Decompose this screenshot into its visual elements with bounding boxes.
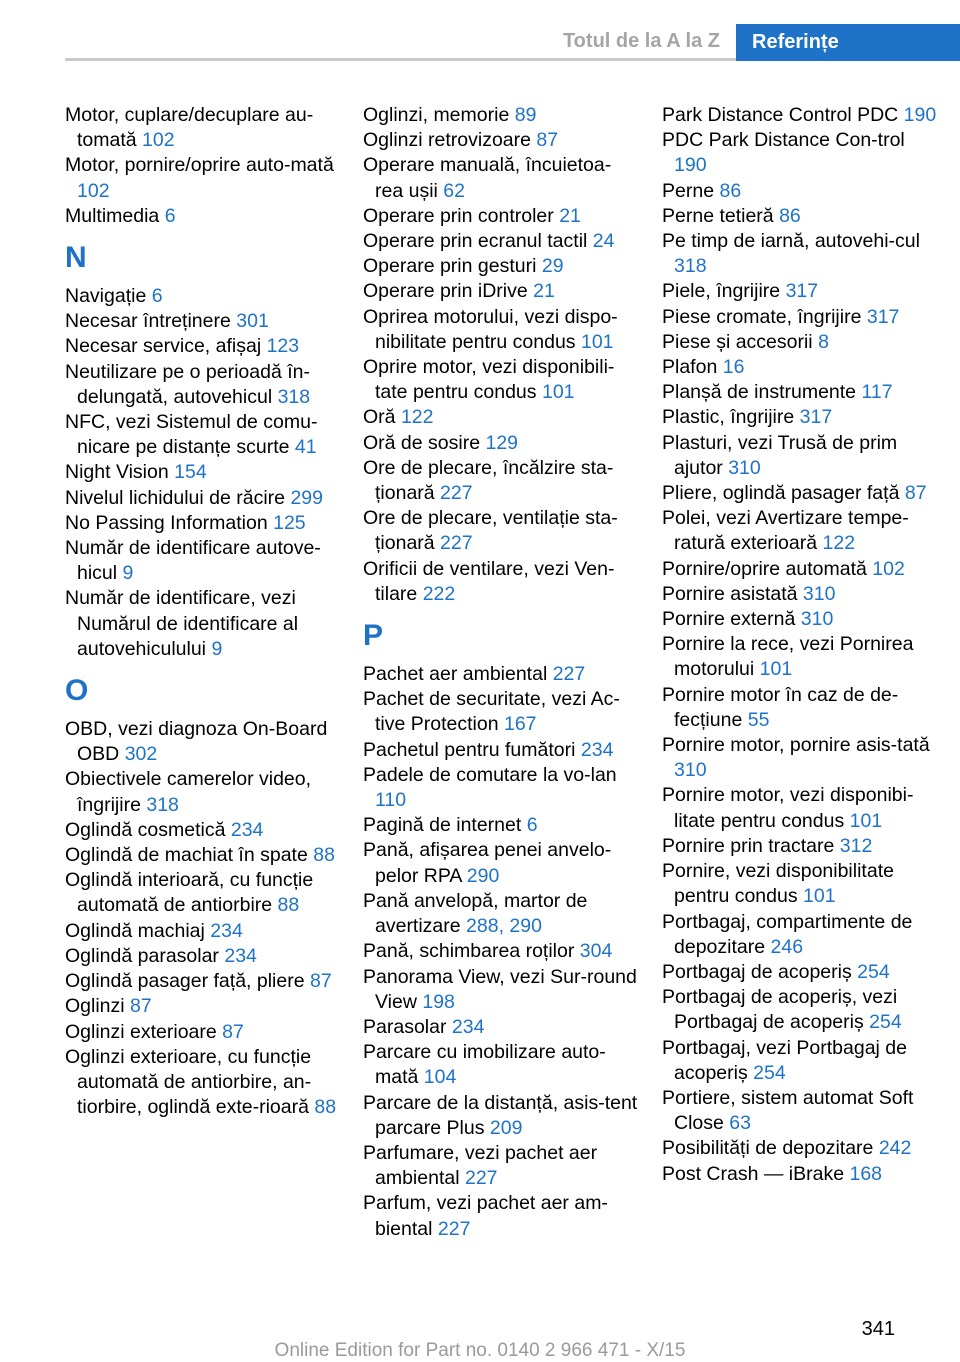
index-term: Pliere, oglindă pasager față	[662, 482, 900, 505]
index-term: Pană, afișarea penei anvelo-pelor RPA	[363, 839, 612, 887]
index-entry	[363, 1040, 638, 1090]
index-entry	[363, 1015, 638, 1040]
index-term: PDC Park Distance Con-trol	[662, 129, 905, 152]
page-reference-link[interactable]: 234	[224, 944, 257, 967]
page-reference-link[interactable]: 167	[503, 713, 537, 736]
index-entry	[363, 153, 638, 203]
index-term: Pornire la rece, vezi Pornirea motorului	[662, 633, 914, 681]
page-reference-link[interactable]: 87	[904, 482, 927, 505]
index-term: Oglinzi retrovizoare	[363, 129, 531, 152]
index-entry	[662, 834, 937, 859]
index-term: Pornire externă	[662, 608, 796, 631]
index-entry	[662, 1136, 937, 1161]
index-entry	[65, 536, 340, 586]
page-reference-link[interactable]: 304	[579, 940, 613, 963]
index-term: Parfum, vezi pachet aer am-biental	[363, 1192, 608, 1240]
page-reference-link[interactable]: 234	[210, 919, 243, 942]
index-term: Post Crash — iBrake	[662, 1162, 845, 1185]
page-reference-link[interactable]: 21	[533, 280, 555, 303]
index-letter-heading: N	[65, 241, 87, 275]
page-reference-link[interactable]: 87	[222, 1020, 244, 1043]
index-term: Padele de comutare la vo-lan	[363, 763, 617, 786]
page-reference-link[interactable]: 87	[536, 129, 559, 152]
page-reference-link[interactable]: 318	[277, 385, 311, 408]
index-term: Oglinzi exterioare	[65, 1020, 217, 1043]
index-entry	[363, 662, 638, 687]
index-entry	[65, 360, 340, 410]
index-entry	[662, 305, 937, 330]
index-term: NFC, vezi Sistemul de comu-nicare pe distanțe scurte	[65, 411, 318, 459]
index-term: Navigație	[65, 285, 147, 308]
index-term: Panorama View, vezi Sur-round View	[363, 965, 637, 1013]
page-reference-link[interactable]: 310	[728, 456, 761, 479]
index-term: Portbagaj, compartimente de depozitare	[662, 910, 913, 958]
index-term: Pachetul pentru fumători	[363, 738, 576, 761]
page-reference-link[interactable]: 254	[753, 1061, 786, 1084]
footer-edition: Online Edition for Part no. 0140 2 966 471 - X/15	[274, 1340, 686, 1361]
index-term: Portbagaj de acoperiș, vezi Portbagaj de acoperiș	[662, 986, 898, 1034]
page-reference-link[interactable]: 317	[866, 305, 900, 328]
page-reference-link[interactable]: 190	[674, 154, 707, 177]
index-entry	[363, 204, 638, 229]
index-term: Ore de plecare, încălzire sta-ționară	[363, 456, 614, 505]
index-entry	[65, 204, 340, 229]
index-term: Pachet de securitate, vezi Ac-tive Protection	[363, 688, 620, 736]
page-reference-link[interactable]: 310	[800, 608, 834, 631]
index-entry	[662, 128, 937, 178]
page-reference-link[interactable]: 24	[592, 230, 615, 253]
index-entry	[65, 153, 340, 203]
page-reference-link[interactable]: 302	[124, 743, 158, 766]
index-term: Pornire motor, vezi disponibi-litate pentru condus	[662, 784, 914, 832]
index-entry	[662, 557, 937, 582]
index-term: Parcare cu imobilizare auto-mată	[363, 1041, 606, 1089]
page-reference-link[interactable]: 234	[580, 738, 614, 761]
page-reference-link[interactable]: 254	[857, 960, 890, 983]
index-entry	[65, 586, 340, 662]
page-reference-link[interactable]: 123	[266, 335, 300, 358]
index-term: Plastic, îngrijire	[662, 406, 795, 429]
page-reference-link[interactable]: 62	[443, 179, 465, 202]
index-term: Necesar service, afișaj	[65, 335, 262, 358]
index-entry	[363, 506, 638, 556]
index-entry	[65, 486, 340, 511]
index-entry	[65, 103, 340, 153]
index-entry	[363, 103, 638, 128]
page-reference-link[interactable]: 87	[130, 995, 152, 1018]
index-entry	[662, 229, 937, 279]
index-term: Nivelul lichidului de răcire	[65, 486, 286, 509]
index-term: Portiere, sistem automat Soft Close	[662, 1086, 914, 1135]
header-tab-references: Referințe	[736, 24, 960, 61]
page-reference-link[interactable]: 29	[541, 255, 564, 278]
index-term: Pornire motor, pornire asis-tată	[662, 734, 930, 757]
index-term: Oglindă machiaj	[65, 919, 205, 942]
page-reference-link[interactable]: 242	[878, 1137, 912, 1160]
page-reference-link[interactable]: 41	[294, 436, 317, 459]
index-entry	[65, 309, 340, 334]
index-entry	[363, 939, 638, 964]
page-reference-link[interactable]: 117	[861, 381, 893, 404]
index-entry	[662, 279, 937, 304]
index-entry	[65, 1045, 340, 1121]
index-entry	[65, 1020, 340, 1045]
page-reference-link[interactable]: 110	[375, 789, 407, 812]
index-entry	[363, 557, 638, 607]
page-reference-link[interactable]: 102	[142, 129, 175, 152]
page-reference-link[interactable]: 6	[164, 204, 176, 227]
index-entry	[662, 683, 937, 733]
page-reference-link[interactable]: 227	[440, 482, 473, 505]
index-term: Parasolar	[363, 1015, 447, 1038]
page-reference-link[interactable]: 246	[770, 935, 804, 958]
index-entry	[662, 607, 937, 632]
page-reference-link[interactable]: 9	[211, 637, 223, 660]
index-entry	[363, 738, 638, 763]
index-entry	[662, 380, 937, 405]
page-reference-link[interactable]: 288, 290	[466, 915, 542, 938]
page-reference-link[interactable]: 222	[422, 582, 456, 605]
index-term: Pornire/oprire automată	[662, 557, 867, 580]
page-reference-link[interactable]: 101	[803, 885, 836, 908]
index-entry	[363, 229, 638, 254]
index-term: Plasturi, vezi Trusă de prim ajutor	[662, 431, 898, 479]
page-reference-link[interactable]: 86	[719, 179, 742, 202]
index-term: Oră	[363, 406, 396, 429]
page-reference-link[interactable]: 101	[580, 330, 614, 353]
index-term: Pornire, vezi disponibilitate pentru condus	[662, 860, 894, 908]
page-reference-link[interactable]: 154	[174, 461, 207, 484]
index-entry	[363, 431, 638, 456]
index-term: Multimedia	[65, 204, 160, 227]
index-term: Pe timp de iarnă, autovehi-cul	[662, 230, 920, 253]
index-entry	[65, 767, 340, 817]
page-reference-link[interactable]: 227	[437, 1217, 471, 1240]
index-term: Număr de identificare autove-hicul	[65, 537, 321, 585]
index-term: Oglindă pasager față, pliere	[65, 970, 305, 993]
index-term: Oprirea motorului, vezi dispo-nibilitate pentru condus	[363, 305, 618, 353]
index-entry	[65, 284, 340, 309]
index-entry	[363, 254, 638, 279]
page-reference-link[interactable]: 9	[122, 562, 134, 585]
page-reference-link[interactable]: 312	[839, 834, 873, 857]
index-term: Pornire motor în caz de de-fecțiune	[662, 683, 899, 731]
index-entry	[65, 410, 340, 460]
index-entry	[65, 511, 340, 536]
index-term: Operare prin iDrive	[363, 280, 528, 303]
index-term: Pornire asistată	[662, 582, 798, 605]
index-entry	[662, 405, 937, 430]
index-term: Operare manuală, încuietoa-rea ușii	[363, 154, 612, 202]
index-entry	[363, 279, 638, 304]
page-reference-link[interactable]: 317	[799, 406, 833, 429]
page-reference-link[interactable]: 299	[290, 486, 323, 509]
index-term: Oră de sosire	[363, 431, 481, 454]
page-reference-link[interactable]: 290	[466, 864, 500, 887]
index-entry	[662, 431, 937, 481]
index-term: Portbagaj, vezi Portbagaj de acoperiș	[662, 1036, 907, 1084]
page-reference-link[interactable]: 122	[400, 406, 434, 429]
index-term: No Passing Information	[65, 511, 268, 534]
page-reference-link[interactable]: 102	[77, 179, 110, 202]
index-term: Perne	[662, 179, 715, 202]
index-entry	[65, 818, 340, 843]
index-entry	[662, 179, 937, 204]
index-entry	[662, 481, 937, 506]
index-entry	[65, 460, 340, 485]
index-term: Obiectivele camerelor video, îngrijire	[65, 768, 312, 816]
index-entry	[662, 582, 937, 607]
index-term: Oglindă interioară, cu funcție automată de antiorbire	[65, 869, 314, 917]
index-term: Oglindă cosmetică	[65, 818, 226, 841]
index-column-3	[662, 103, 937, 1187]
index-term: Pornire prin tractare	[662, 834, 835, 857]
page-reference-link[interactable]: 209	[489, 1116, 523, 1139]
page-reference-link[interactable]: 190	[903, 104, 937, 126]
page-reference-link[interactable]: 101	[759, 658, 793, 681]
index-term: Portbagaj de acoperiș	[662, 960, 852, 983]
index-entry	[363, 456, 638, 506]
index-term: Operare prin controler	[363, 204, 554, 227]
index-entry	[65, 919, 340, 944]
index-entry	[363, 305, 638, 355]
index-letter-heading: P	[363, 619, 384, 653]
index-term: Piese cromate, îngrijire	[662, 305, 862, 328]
index-term: Plafon	[662, 356, 718, 379]
index-term: Oglinzi exterioare, cu funcție automată de antiorbire, an-tiorbire, oglindă exte-rioară	[65, 1045, 312, 1119]
index-term: Posibilități de depozitare	[662, 1137, 874, 1160]
index-entry	[363, 763, 638, 813]
index-term: Oprire motor, vezi disponibili-tate pentru condus	[363, 356, 615, 404]
index-column-1	[65, 103, 340, 1120]
page-reference-link[interactable]: 234	[230, 818, 264, 841]
index-entry	[363, 355, 638, 405]
index-entry	[363, 687, 638, 737]
index-term: Pagină de internet	[363, 814, 522, 837]
page-reference-link[interactable]: 301	[236, 310, 269, 333]
index-term: Operare prin gesturi	[363, 255, 537, 278]
index-term: Polei, vezi Avertizare tempe-ratură exterioară	[662, 507, 909, 555]
index-term: Ore de plecare, ventilație sta-ționară	[363, 507, 618, 555]
page-number: 341	[861, 1318, 895, 1340]
index-entry	[363, 838, 638, 888]
index-entry	[662, 1162, 937, 1187]
index-entry	[363, 965, 638, 1015]
page-reference-link[interactable]: 227	[464, 1167, 498, 1190]
index-term: Oglindă de machiat în spate	[65, 844, 308, 867]
header-section-title: Totul de la A la Z	[562, 30, 720, 52]
page-reference-link[interactable]: 21	[559, 204, 581, 227]
index-term: Număr de identificare, vezi Numărul de identificare al autovehiculului	[65, 587, 299, 660]
page-reference-link[interactable]: 101	[541, 381, 575, 404]
page-reference-link[interactable]: 16	[722, 356, 745, 379]
index-term: Oglinzi, memorie	[363, 104, 510, 126]
page-reference-link[interactable]: 87	[310, 970, 332, 993]
page-reference-link[interactable]: 104	[423, 1066, 457, 1089]
index-entry	[662, 1036, 937, 1086]
index-term: Piese și accesorii	[662, 330, 813, 353]
index-entry	[662, 506, 937, 556]
page-reference-link[interactable]: 88	[314, 1096, 337, 1119]
page-reference-link[interactable]: 122	[822, 532, 856, 555]
index-entry	[65, 994, 340, 1019]
index-term: Planșă de instrumente	[662, 381, 857, 404]
index-entry	[662, 985, 937, 1035]
index-term: Necesar întreținere	[65, 310, 231, 333]
index-term: Piele, îngrijire	[662, 280, 781, 303]
page-reference-link[interactable]: 317	[785, 280, 819, 303]
page-reference-link[interactable]: 318	[674, 255, 707, 278]
index-term: Pachet aer ambiental	[363, 663, 548, 686]
index-entry	[363, 405, 638, 430]
index-term: Pană anvelopă, martor de avertizare	[363, 889, 588, 938]
index-entry	[662, 960, 937, 985]
index-term: Oglindă parasolar	[65, 944, 219, 967]
page-reference-link[interactable]: 310	[802, 582, 836, 605]
index-entry	[65, 868, 340, 918]
index-entry	[363, 1141, 638, 1191]
page-reference-link[interactable]: 310	[674, 759, 707, 782]
page-reference-link[interactable]: 227	[440, 532, 473, 555]
page-reference-link[interactable]: 88	[313, 844, 335, 867]
index-term: Motor, pornire/oprire auto-mată	[65, 154, 334, 177]
index-term: Motor, cuplare/decuplare au-tomată	[65, 104, 314, 152]
index-entry	[65, 717, 340, 767]
index-term: Perne tetieră	[662, 204, 774, 227]
index-entry	[662, 859, 937, 909]
page-reference-link[interactable]: 6	[151, 285, 163, 308]
page-reference-link[interactable]: 8	[818, 330, 829, 353]
index-entry	[65, 843, 340, 868]
page-reference-link[interactable]: 88	[277, 894, 300, 917]
page-reference-link[interactable]: 125	[273, 511, 306, 534]
index-entry	[662, 355, 937, 380]
page-reference-link[interactable]: 89	[514, 104, 537, 126]
page-reference-link[interactable]: 55	[747, 708, 770, 731]
page-reference-link[interactable]: 6	[526, 814, 538, 837]
page-reference-link[interactable]: 318	[146, 793, 179, 816]
index-term: Night Vision	[65, 461, 169, 484]
index-letter-heading: O	[65, 674, 89, 708]
page-reference-link[interactable]: 102	[872, 557, 905, 580]
page-reference-link[interactable]: 234	[451, 1015, 485, 1038]
page-reference-link[interactable]: 227	[552, 663, 586, 686]
index-term: Parcare de la distanță, asis-tent parcare Plus	[363, 1091, 638, 1139]
page-reference-link[interactable]: 101	[849, 809, 883, 832]
page-reference-link[interactable]: 254	[869, 1011, 902, 1034]
index-entry	[363, 889, 638, 939]
index-entry	[65, 969, 340, 994]
page-reference-link[interactable]: 63	[729, 1112, 751, 1135]
index-term: OBD, vezi diagnoza On-Board OBD	[65, 718, 328, 766]
index-entry	[662, 204, 937, 229]
index-entry	[363, 128, 638, 153]
page-reference-link[interactable]: 198	[422, 990, 455, 1013]
index-entry	[662, 1086, 937, 1136]
index-entry	[662, 783, 937, 833]
page-reference-link[interactable]: 129	[485, 431, 519, 454]
page-reference-link[interactable]: 86	[779, 204, 801, 227]
index-term: Oglinzi	[65, 995, 125, 1018]
index-entry	[662, 733, 937, 783]
index-entry	[363, 1091, 638, 1141]
index-entry	[363, 1191, 638, 1241]
page-reference-link[interactable]: 168	[849, 1162, 883, 1185]
index-entry	[65, 944, 340, 969]
index-term: Park Distance Control PDC	[662, 104, 899, 126]
index-entry	[363, 813, 638, 838]
index-column-2	[363, 103, 638, 1242]
index-term: Orificii de ventilare, vezi Ven-tilare	[363, 557, 615, 605]
index-term: Pană, schimbarea roților	[363, 940, 575, 963]
index-entry	[65, 334, 340, 359]
index-entry	[662, 330, 937, 355]
index-entry	[662, 910, 937, 960]
index-term: Operare prin ecranul tactil	[363, 230, 588, 253]
index-entry	[662, 632, 937, 682]
index-term: Neutilizare pe o perioadă în-delungată, autovehicul	[65, 360, 310, 408]
index-term: Parfumare, vezi pachet aer ambiental	[363, 1141, 598, 1190]
page-header	[0, 0, 960, 62]
index-entry	[662, 103, 937, 128]
